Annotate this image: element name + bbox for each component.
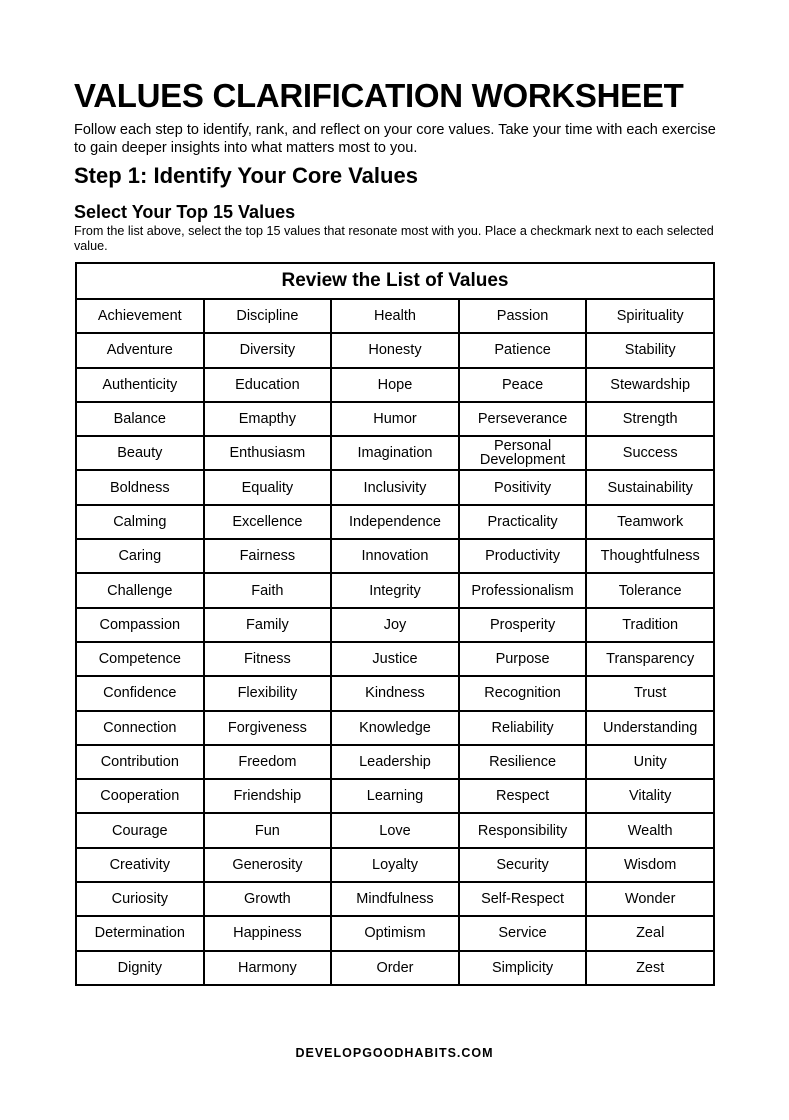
value-cell: Dignity (76, 951, 204, 985)
page-title: VALUES CLARIFICATION WORKSHEET (74, 77, 684, 114)
value-cell: Trust (586, 676, 714, 710)
step-1-heading: Step 1: Identify Your Core Values (74, 163, 418, 188)
value-cell: Professionalism (459, 573, 587, 607)
table-row (76, 916, 714, 950)
value-cell: Reliability (459, 711, 587, 745)
value-cell: Service (459, 916, 587, 950)
value-cell: Forgiveness (204, 711, 332, 745)
value-cell: Connection (76, 711, 204, 745)
value-cell: Contribution (76, 745, 204, 779)
value-cell: Discipline (204, 299, 332, 333)
value-cell: Fitness (204, 642, 332, 676)
value-cell: Mindfulness (331, 882, 459, 916)
value-cell: Boldness (76, 470, 204, 504)
value-cell: Productivity (459, 539, 587, 573)
value-cell: Positivity (459, 470, 587, 504)
value-cell: Sustainability (586, 470, 714, 504)
value-cell: Excellence (204, 505, 332, 539)
value-cell: Friendship (204, 779, 332, 813)
value-cell: Resilience (459, 745, 587, 779)
value-cell: Caring (76, 539, 204, 573)
value-cell: Recognition (459, 676, 587, 710)
value-cell: Understanding (586, 711, 714, 745)
value-cell: Practicality (459, 505, 587, 539)
value-cell: Success (586, 436, 714, 470)
value-cell: Happiness (204, 916, 332, 950)
table-header-row (76, 263, 714, 299)
value-cell: Flexibility (204, 676, 332, 710)
table-row (76, 848, 714, 882)
values-table (75, 262, 715, 986)
table-row (76, 436, 714, 470)
value-cell: Honesty (331, 333, 459, 367)
value-cell: Vitality (586, 779, 714, 813)
intro-text: Follow each step to identify, rank, and reflect on your core values. Take your time with each exercise to gain deeper insights into what matters most to you. (74, 122, 716, 156)
table-header: Review the List of Values (76, 263, 714, 299)
value-cell: Integrity (331, 573, 459, 607)
value-cell: Self-Respect (459, 882, 587, 916)
value-cell: Simplicity (459, 951, 587, 985)
value-cell: Optimism (331, 916, 459, 950)
value-cell: Confidence (76, 676, 204, 710)
table-row (76, 608, 714, 642)
value-cell: Enthusiasm (204, 436, 332, 470)
table-row (76, 676, 714, 710)
table-row (76, 299, 714, 333)
footer-website: DEVELOPGOODHABITS.COM (295, 1046, 494, 1060)
value-cell: Achievement (76, 299, 204, 333)
table-row (76, 745, 714, 779)
value-cell: Loyalty (331, 848, 459, 882)
value-cell: Learning (331, 779, 459, 813)
value-cell: Leadership (331, 745, 459, 779)
value-cell: Calming (76, 505, 204, 539)
value-cell: Determination (76, 916, 204, 950)
value-cell: Thoughtfulness (586, 539, 714, 573)
value-cell: Spirituality (586, 299, 714, 333)
value-cell: Wisdom (586, 848, 714, 882)
value-cell: Balance (76, 402, 204, 436)
value-cell: Education (204, 368, 332, 402)
value-cell: Knowledge (331, 711, 459, 745)
table-row (76, 711, 714, 745)
table-row (76, 402, 714, 436)
value-cell: Unity (586, 745, 714, 779)
value-cell: Personal Development (459, 436, 587, 470)
value-cell: Competence (76, 642, 204, 676)
table-row (76, 539, 714, 573)
value-cell: Zest (586, 951, 714, 985)
value-cell: Growth (204, 882, 332, 916)
value-cell: Justice (331, 642, 459, 676)
value-cell: Perseverance (459, 402, 587, 436)
value-cell: Hope (331, 368, 459, 402)
value-cell: Family (204, 608, 332, 642)
value-cell: Health (331, 299, 459, 333)
value-cell: Kindness (331, 676, 459, 710)
table-row (76, 813, 714, 847)
value-cell: Creativity (76, 848, 204, 882)
value-cell: Stewardship (586, 368, 714, 402)
value-cell: Strength (586, 402, 714, 436)
value-cell: Challenge (76, 573, 204, 607)
value-cell: Zeal (586, 916, 714, 950)
table-row (76, 505, 714, 539)
value-cell: Prosperity (459, 608, 587, 642)
value-cell: Inclusivity (331, 470, 459, 504)
value-cell: Faith (204, 573, 332, 607)
table-row (76, 951, 714, 985)
value-cell: Adventure (76, 333, 204, 367)
value-cell: Stability (586, 333, 714, 367)
value-cell: Transparency (586, 642, 714, 676)
value-cell: Wonder (586, 882, 714, 916)
value-cell: Humor (331, 402, 459, 436)
value-cell: Wealth (586, 813, 714, 847)
value-cell: Passion (459, 299, 587, 333)
table-row (76, 470, 714, 504)
table-row (76, 573, 714, 607)
instructions-text: From the list above, select the top 15 values that resonate most with you. Place a checkmark next to each selected value. (74, 224, 714, 253)
value-cell: Freedom (204, 745, 332, 779)
value-cell: Fun (204, 813, 332, 847)
value-cell: Order (331, 951, 459, 985)
value-cell: Emapthy (204, 402, 332, 436)
value-cell: Love (331, 813, 459, 847)
value-cell: Security (459, 848, 587, 882)
table-row (76, 333, 714, 367)
select-values-heading: Select Your Top 15 Values (74, 202, 296, 222)
table-row (76, 882, 714, 916)
value-cell: Teamwork (586, 505, 714, 539)
value-cell: Authenticity (76, 368, 204, 402)
value-cell: Equality (204, 470, 332, 504)
value-cell: Fairness (204, 539, 332, 573)
values-table-body (76, 299, 714, 985)
value-cell: Generosity (204, 848, 332, 882)
value-cell: Respect (459, 779, 587, 813)
table-row (76, 368, 714, 402)
value-cell: Courage (76, 813, 204, 847)
value-cell: Curiosity (76, 882, 204, 916)
value-cell: Patience (459, 333, 587, 367)
value-cell: Cooperation (76, 779, 204, 813)
value-cell: Harmony (204, 951, 332, 985)
value-cell: Peace (459, 368, 587, 402)
value-cell: Innovation (331, 539, 459, 573)
value-cell: Purpose (459, 642, 587, 676)
value-cell: Diversity (204, 333, 332, 367)
value-cell: Responsibility (459, 813, 587, 847)
value-cell: Joy (331, 608, 459, 642)
value-cell: Tolerance (586, 573, 714, 607)
value-cell: Tradition (586, 608, 714, 642)
value-cell: Imagination (331, 436, 459, 470)
value-cell: Compassion (76, 608, 204, 642)
table-row (76, 642, 714, 676)
value-cell: Beauty (76, 436, 204, 470)
table-row (76, 779, 714, 813)
value-cell: Independence (331, 505, 459, 539)
